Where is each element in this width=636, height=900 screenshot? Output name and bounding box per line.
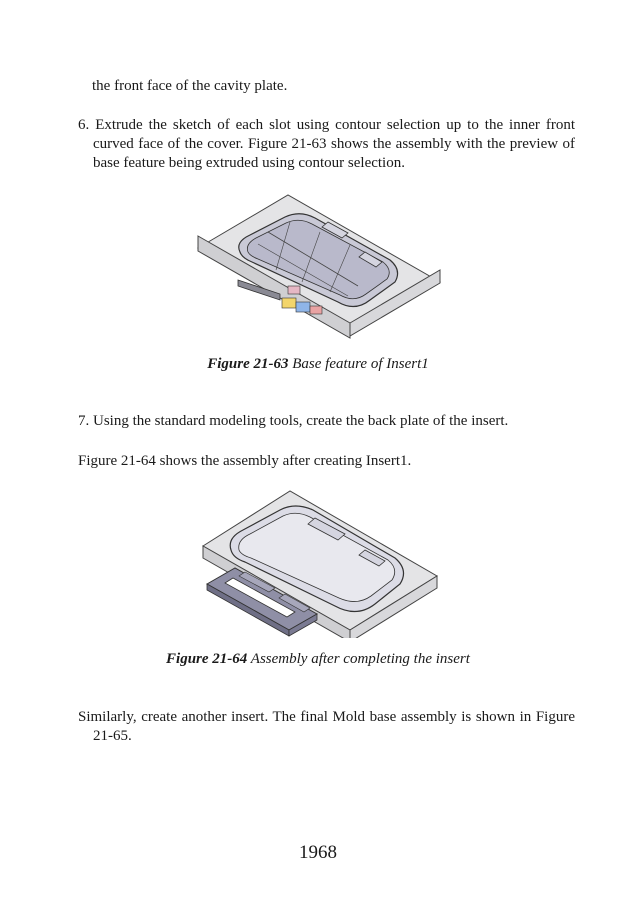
step-6-paragraph: 6. Extrude the sketch of each slot using contour selection up to the inner front curved face of the cover. Figure 21-63 shows the assembly with the preview of base feature being extruded using contour selection. xyxy=(78,117,575,171)
continued-line: the front face of the cavity plate. xyxy=(92,78,288,94)
step-7-paragraph: 7. Using the standard modeling tools, create the back plate of the insert. xyxy=(78,413,509,429)
figure-21-64-image xyxy=(195,488,445,638)
page-number: 1968 xyxy=(299,842,337,863)
figure-21-63-image xyxy=(190,190,450,340)
figure-21-64-text: Assembly after completing the insert xyxy=(250,651,470,667)
figure-21-63-label: Figure 21-63 xyxy=(207,356,289,372)
figure-21-64-label: Figure 21-64 xyxy=(166,651,248,667)
figure-21-63-text: Base feature of Insert1 xyxy=(292,356,429,372)
figure-21-63-caption xyxy=(0,356,636,373)
closing-paragraph: Similarly, create another insert. The final Mold base assembly is shown in Figure 21-65. xyxy=(78,709,575,744)
figure-21-64-caption xyxy=(0,651,636,668)
figure-21-64-intro: Figure 21-64 shows the assembly after creating Insert1. xyxy=(78,453,412,469)
